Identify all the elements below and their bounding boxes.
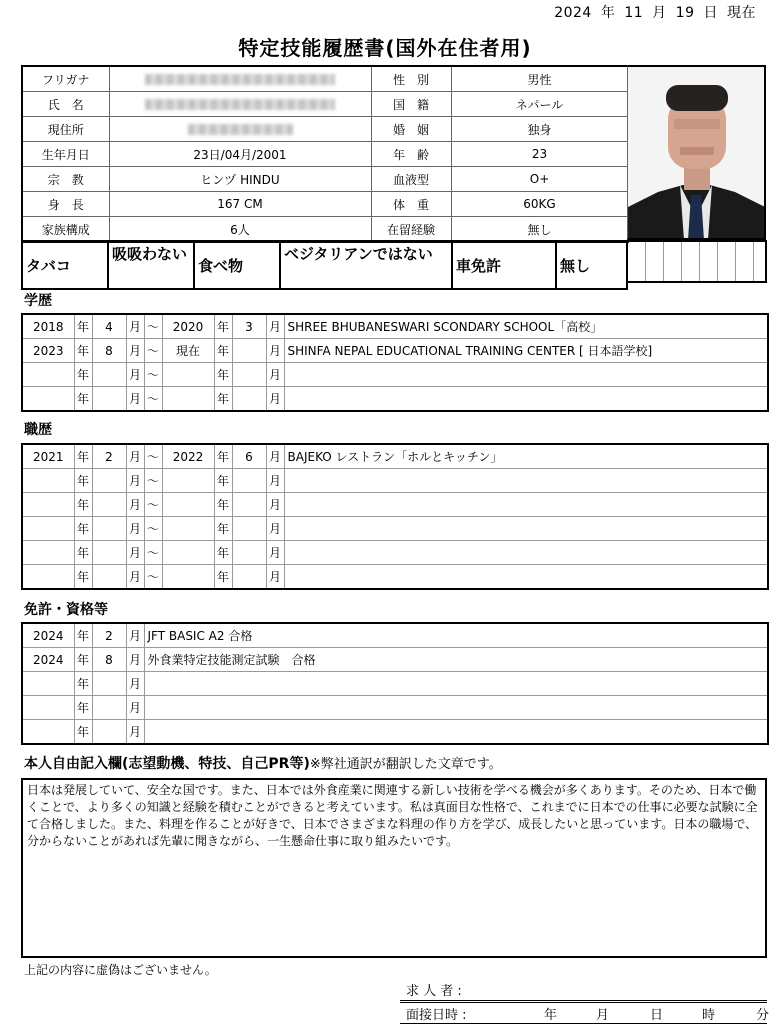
start-year bbox=[22, 517, 74, 541]
start-month: 2 bbox=[92, 444, 126, 469]
year-unit: 年 bbox=[74, 517, 92, 541]
year-unit: 年 bbox=[214, 517, 232, 541]
end-month bbox=[232, 339, 266, 363]
address-value-redacted bbox=[109, 117, 371, 142]
year-unit: 年 bbox=[74, 672, 92, 696]
end-year bbox=[162, 541, 214, 565]
entry-text bbox=[284, 493, 768, 517]
month-unit: 月 bbox=[266, 339, 284, 363]
year-unit: 年 bbox=[74, 363, 92, 387]
date-month-unit: 月 bbox=[652, 5, 667, 21]
month-unit: 月 bbox=[266, 493, 284, 517]
height-label: 身 長 bbox=[22, 192, 109, 217]
start-month: 8 bbox=[92, 339, 126, 363]
tobacco-value: 吸吸わない bbox=[108, 241, 194, 289]
license-text: 外食業特定技能測定試験 合格 bbox=[144, 648, 768, 672]
license-year: 2024 bbox=[22, 623, 74, 648]
end-month bbox=[232, 565, 266, 590]
religion-value: ヒンヅ HINDU bbox=[109, 167, 371, 192]
year-unit: 年 bbox=[74, 720, 92, 745]
month-unit: 月 bbox=[266, 444, 284, 469]
food-label: 食べ物 bbox=[194, 241, 280, 289]
month-unit: 月 bbox=[126, 648, 144, 672]
entry-text: SHINFA NEPAL EDUCATIONAL TRAINING CENTER [ 日本語学校] bbox=[284, 339, 768, 363]
tobacco-label: タバコ bbox=[22, 241, 108, 289]
nationality-label: 国 籍 bbox=[371, 92, 451, 117]
start-year bbox=[22, 469, 74, 493]
start-year bbox=[22, 565, 74, 590]
end-month: 6 bbox=[232, 444, 266, 469]
table-row bbox=[22, 387, 768, 412]
pr-heading-title: 本人自由記入欄(志望動機、特技、自己PR等) bbox=[24, 756, 310, 772]
date-year-unit: 年 bbox=[600, 5, 616, 21]
table-row bbox=[22, 623, 768, 648]
start-month: 4 bbox=[92, 314, 126, 339]
year-unit: 年 bbox=[74, 623, 92, 648]
month-unit: 月 bbox=[126, 517, 144, 541]
employer-row bbox=[400, 980, 767, 1001]
nationality-value: ネパール bbox=[451, 92, 628, 117]
range-tilde: 〜 bbox=[144, 517, 162, 541]
marital-label: 婚 姻 bbox=[371, 117, 451, 142]
license-month bbox=[92, 672, 126, 696]
range-tilde: 〜 bbox=[144, 541, 162, 565]
birth-value: 23日/04月/2001 bbox=[109, 142, 371, 167]
date-day-unit: 日 bbox=[703, 5, 718, 21]
license-text bbox=[144, 672, 768, 696]
end-year: 現在 bbox=[162, 339, 214, 363]
interview-year-unit: 年 bbox=[544, 1008, 558, 1023]
interview-label: 面接日時 : bbox=[406, 1008, 467, 1023]
furigana-value-redacted bbox=[109, 66, 371, 92]
start-year: 2018 bbox=[22, 314, 74, 339]
start-year bbox=[22, 541, 74, 565]
employer-label: 求 人 者 : bbox=[406, 984, 462, 999]
start-month bbox=[92, 493, 126, 517]
month-unit: 月 bbox=[126, 720, 144, 745]
year-unit: 年 bbox=[74, 696, 92, 720]
month-unit: 月 bbox=[266, 541, 284, 565]
preferences-blank-grid bbox=[628, 240, 767, 283]
year-unit: 年 bbox=[74, 314, 92, 339]
start-year: 2021 bbox=[22, 444, 74, 469]
stay-value: 無し bbox=[451, 217, 628, 243]
entry-text: BAJEKO レストラン「ホルとキッチン」 bbox=[284, 444, 768, 469]
name-label: 氏 名 bbox=[22, 92, 109, 117]
furigana-label: フリガナ bbox=[22, 66, 109, 92]
weight-label: 体 重 bbox=[371, 192, 451, 217]
table-row bbox=[22, 314, 768, 339]
licenses-heading: 免許・資格等 bbox=[24, 602, 108, 618]
year-unit: 年 bbox=[74, 469, 92, 493]
food-value: ベジタリアンではない bbox=[280, 241, 452, 289]
stay-label: 在留経験 bbox=[371, 217, 451, 243]
gender-value: 男性 bbox=[451, 66, 628, 92]
year-unit: 年 bbox=[74, 387, 92, 412]
table-row bbox=[22, 517, 768, 541]
month-unit: 月 bbox=[126, 469, 144, 493]
family-label: 家族構成 bbox=[22, 217, 109, 243]
pr-heading bbox=[24, 753, 502, 773]
start-month bbox=[92, 387, 126, 412]
range-tilde: 〜 bbox=[144, 387, 162, 412]
table-row bbox=[22, 648, 768, 672]
range-tilde: 〜 bbox=[144, 565, 162, 590]
month-unit: 月 bbox=[126, 672, 144, 696]
table-row bbox=[22, 339, 768, 363]
month-unit: 月 bbox=[266, 314, 284, 339]
start-year bbox=[22, 387, 74, 412]
license-year bbox=[22, 696, 74, 720]
month-unit: 月 bbox=[126, 339, 144, 363]
table-row bbox=[22, 565, 768, 590]
year-unit: 年 bbox=[214, 363, 232, 387]
month-unit: 月 bbox=[126, 565, 144, 590]
religion-label: 宗 教 bbox=[22, 167, 109, 192]
interview-day-unit: 日 bbox=[650, 1008, 664, 1023]
license-text bbox=[144, 720, 768, 745]
date-current: 現在 bbox=[727, 5, 756, 21]
entry-text bbox=[284, 517, 768, 541]
start-year bbox=[22, 493, 74, 517]
end-year bbox=[162, 565, 214, 590]
license-month bbox=[92, 696, 126, 720]
month-unit: 月 bbox=[126, 493, 144, 517]
end-year: 2020 bbox=[162, 314, 214, 339]
range-tilde: 〜 bbox=[144, 339, 162, 363]
date-year: 2024 bbox=[554, 5, 592, 21]
education-table bbox=[21, 313, 769, 412]
license-year: 2024 bbox=[22, 648, 74, 672]
range-tilde: 〜 bbox=[144, 363, 162, 387]
end-month bbox=[232, 387, 266, 412]
month-unit: 月 bbox=[126, 314, 144, 339]
end-year bbox=[162, 469, 214, 493]
year-unit: 年 bbox=[74, 565, 92, 590]
gender-label: 性 別 bbox=[371, 66, 451, 92]
entry-text bbox=[284, 469, 768, 493]
table-row bbox=[22, 720, 768, 745]
declaration-text: 上記の内容に虚偽はございません。 bbox=[24, 963, 217, 977]
table-row bbox=[22, 672, 768, 696]
document-date bbox=[545, 2, 756, 22]
year-unit: 年 bbox=[214, 493, 232, 517]
date-month: 11 bbox=[624, 5, 644, 21]
start-month bbox=[92, 541, 126, 565]
work-table bbox=[21, 443, 769, 590]
year-unit: 年 bbox=[214, 314, 232, 339]
range-tilde: 〜 bbox=[144, 444, 162, 469]
range-tilde: 〜 bbox=[144, 469, 162, 493]
range-tilde: 〜 bbox=[144, 314, 162, 339]
name-value-redacted bbox=[109, 92, 371, 117]
month-unit: 月 bbox=[126, 444, 144, 469]
height-value: 167 CM bbox=[109, 192, 371, 217]
pr-heading-note: ※弊社通訳が翻訳した文章です。 bbox=[309, 757, 502, 772]
year-unit: 年 bbox=[214, 339, 232, 363]
month-unit: 月 bbox=[126, 387, 144, 412]
pr-body: 日本は発展していて、安全な国です。また、日本では外食産業に関連する新しい技術を学べる機会が多くあります。そのため、日本で働くことで、より多くの知識と経験を積むことができると考えています。私は真面目な性格で、これまでに日本での仕事に必要な試験に全て合格しました。また、料理を作ることが好きで、日本でさまざまな料理の作り方を学び、成長したいと思っています。日本の職場で、分からないことがあれば先輩に聞きながら、一生懸命仕事に取り組みたいです。 bbox=[21, 778, 767, 958]
month-unit: 月 bbox=[266, 387, 284, 412]
licenses-table bbox=[21, 622, 769, 745]
year-unit: 年 bbox=[74, 444, 92, 469]
year-unit: 年 bbox=[214, 541, 232, 565]
end-year bbox=[162, 493, 214, 517]
year-unit: 年 bbox=[74, 493, 92, 517]
license-month bbox=[92, 720, 126, 745]
page-title: 特定技能履歴書(国外在住者用) bbox=[238, 36, 532, 60]
end-month bbox=[232, 363, 266, 387]
blood-label: 血液型 bbox=[371, 167, 451, 192]
birth-label: 生年月日 bbox=[22, 142, 109, 167]
year-unit: 年 bbox=[74, 541, 92, 565]
entry-text bbox=[284, 363, 768, 387]
year-unit: 年 bbox=[74, 648, 92, 672]
license-month: 2 bbox=[92, 623, 126, 648]
table-row bbox=[22, 469, 768, 493]
table-row bbox=[22, 696, 768, 720]
entry-text bbox=[284, 541, 768, 565]
license-year bbox=[22, 720, 74, 745]
table-row bbox=[22, 444, 768, 469]
end-month bbox=[232, 469, 266, 493]
interview-month-unit: 月 bbox=[596, 1008, 610, 1023]
education-heading: 学歴 bbox=[24, 293, 52, 309]
end-year bbox=[162, 363, 214, 387]
interview-minute-unit: 分 bbox=[756, 1008, 770, 1023]
interview-row bbox=[400, 1002, 770, 1024]
year-unit: 年 bbox=[74, 339, 92, 363]
year-unit: 年 bbox=[214, 444, 232, 469]
weight-value: 60KG bbox=[451, 192, 628, 217]
start-year bbox=[22, 363, 74, 387]
end-month: 3 bbox=[232, 314, 266, 339]
age-label: 年 齢 bbox=[371, 142, 451, 167]
month-unit: 月 bbox=[266, 517, 284, 541]
license-month: 8 bbox=[92, 648, 126, 672]
license-text: JFT BASIC A2 合格 bbox=[144, 623, 768, 648]
end-year bbox=[162, 517, 214, 541]
start-month bbox=[92, 565, 126, 590]
preferences-table bbox=[21, 240, 628, 290]
year-unit: 年 bbox=[214, 387, 232, 412]
start-month bbox=[92, 469, 126, 493]
month-unit: 月 bbox=[266, 363, 284, 387]
end-month bbox=[232, 541, 266, 565]
interview-hour-unit: 時 bbox=[702, 1008, 716, 1023]
end-month bbox=[232, 517, 266, 541]
table-row bbox=[22, 493, 768, 517]
date-day: 19 bbox=[675, 5, 695, 21]
work-heading: 職歴 bbox=[24, 422, 52, 438]
license-value: 無し bbox=[556, 241, 627, 289]
marital-value: 独身 bbox=[451, 117, 628, 142]
table-row bbox=[22, 541, 768, 565]
applicant-photo bbox=[627, 65, 766, 240]
entry-text bbox=[284, 565, 768, 590]
end-year: 2022 bbox=[162, 444, 214, 469]
month-unit: 月 bbox=[126, 623, 144, 648]
family-value: 6人 bbox=[109, 217, 371, 243]
month-unit: 月 bbox=[126, 363, 144, 387]
age-value: 23 bbox=[451, 142, 628, 167]
table-row bbox=[22, 363, 768, 387]
year-unit: 年 bbox=[214, 565, 232, 590]
range-tilde: 〜 bbox=[144, 493, 162, 517]
month-unit: 月 bbox=[266, 469, 284, 493]
profile-table bbox=[21, 65, 629, 243]
start-month bbox=[92, 517, 126, 541]
entry-text bbox=[284, 387, 768, 412]
year-unit: 年 bbox=[214, 469, 232, 493]
license-label: 車免許 bbox=[452, 241, 556, 289]
month-unit: 月 bbox=[126, 541, 144, 565]
address-label: 現住所 bbox=[22, 117, 109, 142]
end-month bbox=[232, 493, 266, 517]
month-unit: 月 bbox=[266, 565, 284, 590]
end-year bbox=[162, 387, 214, 412]
entry-text: SHREE BHUBANESWARI SCONDARY SCHOOL「高校」 bbox=[284, 314, 768, 339]
license-text bbox=[144, 696, 768, 720]
month-unit: 月 bbox=[126, 696, 144, 720]
start-month bbox=[92, 363, 126, 387]
license-year bbox=[22, 672, 74, 696]
applicant-photo-pixelated bbox=[628, 67, 765, 240]
blood-value: O+ bbox=[451, 167, 628, 192]
start-year: 2023 bbox=[22, 339, 74, 363]
